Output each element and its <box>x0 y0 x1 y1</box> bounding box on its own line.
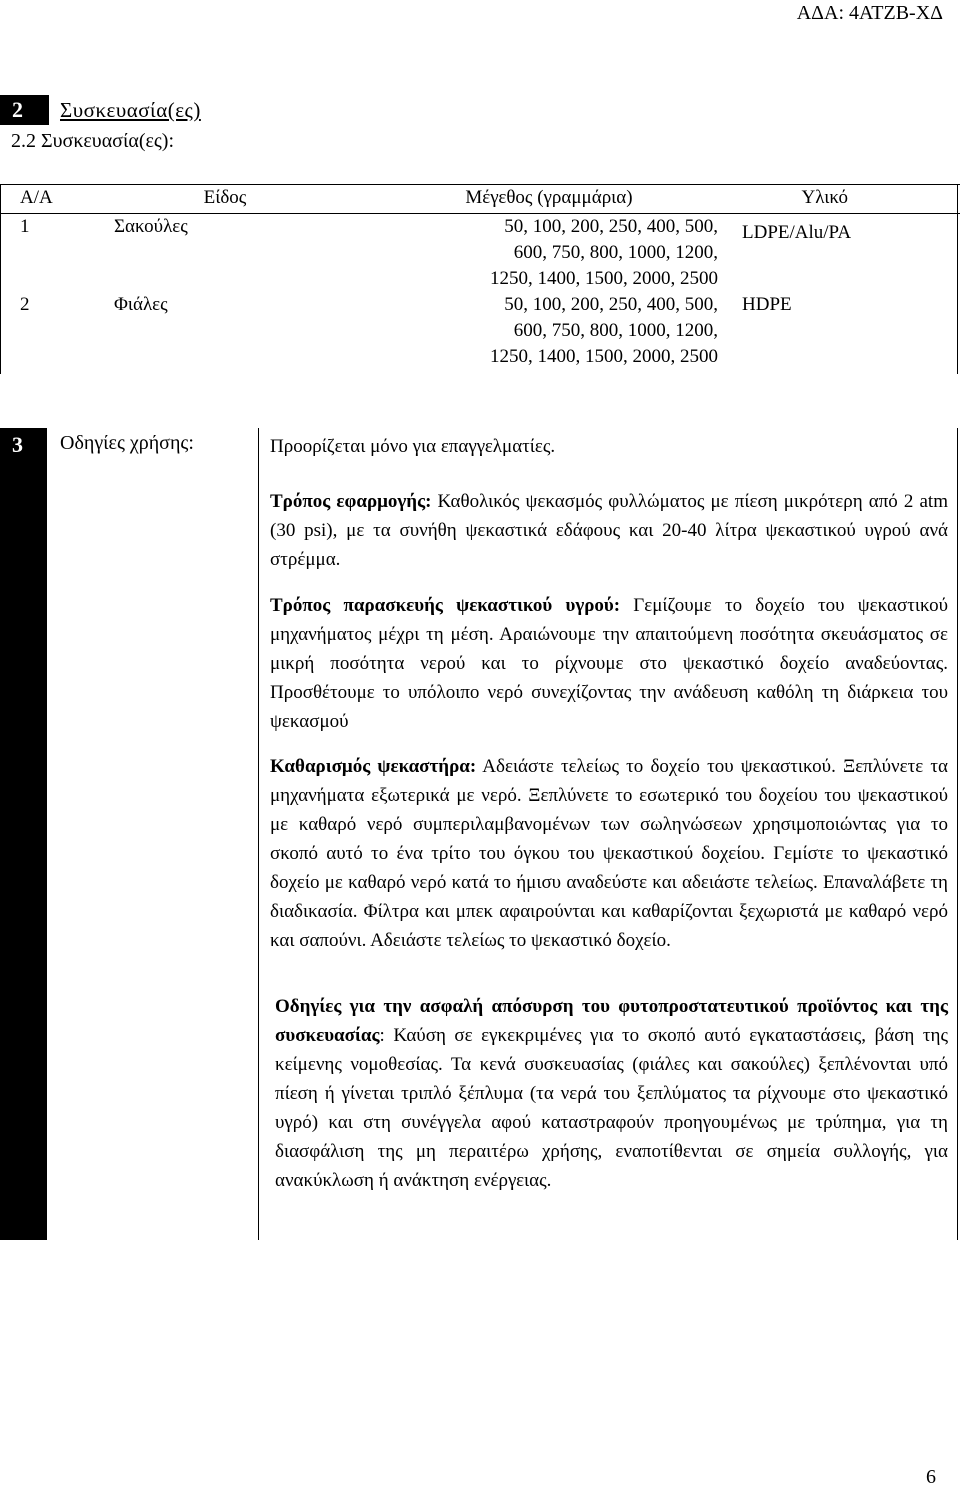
row-kind: Φιάλες <box>114 294 168 315</box>
section-3-label: Οδηγίες χρήσης: <box>60 432 194 454</box>
disposal-text: : Καύση σε εγκεκριμένες για το σκοπό αυτό εγκαταστάσεις, βάση της κείμενης νομοθεσίας. Τα κενά συσκευασίας (φιάλες και σακούλες) ξεπλένονται υπό πίεση ή γίνεται τριπλό ξέπλυμα (τα νερά του ξεπλύματος τα ρίχνουμε στο ψεκαστικό υγρό) και στη συνέγγελα αφού καταστραφούν προηγουμένως με τρύπημα, για τη διασφάλιση της μη περαιτέρω χρήσης, εναποτίθενται σε σημεία συλλογής, για ανακύκλωση ή ανάκτηση ενέργειας. <box>275 1025 948 1191</box>
row-aa: 2 <box>20 294 30 315</box>
section-2-title: Συσκευασία(ες) <box>60 98 201 122</box>
preparation-paragraph <box>270 591 948 736</box>
table-row <box>0 214 960 293</box>
header-kind: Είδος <box>100 185 380 214</box>
row-material: HDPE <box>742 294 792 315</box>
application-text: Καθολικός ψεκασμός φυλλώματος με πίεση μικρότερη από 2 atm (30 psi), με τα συνήθη ψεκαστικά εδάφους και 20-40 λίτρα ψεκαστικού υγρού ανά στρέμμα. <box>270 491 948 570</box>
packaging-table <box>0 184 960 370</box>
section-3-number: 3 <box>12 432 23 457</box>
row-aa: 1 <box>20 216 30 237</box>
header-size: Μέγεθος (γραμμάρια) <box>380 185 728 214</box>
cleaning-text: Αδειάστε τελείως το δοχείο του ψεκαστικού. Ξεπλύνετε τα μηχανήματα εξωτερικά με νερό. Ξεπλύνετε το εσωτερικό του δοχείου του ψεκαστικού με καθαρό νερό συμπεριλαμβανομένων των σωληνώσεων χρησιμοποιώντας για το σκοπό αυτό το ένα τρίτο του όγκου του ψεκαστικού δοχείου. Γεμίστε το ψεκαστικό δοχείο με καθαρό νερό κατά το ήμισυ αναδεύστε και αδειάστε τελείως. Επαναλάβετε τη διαδικασία. Φίλτρα και μπεκ αφαιρούνται και καθαρίζονται ξεχωριστά με καθαρό νερό και σαπούνι. Αδειάστε τελείως το ψεκαστικό δοχείο. <box>270 756 948 951</box>
header-material: Υλικό <box>728 185 960 214</box>
application-heading: Τρόπος εφαρμογής: <box>270 491 432 512</box>
page-number: 6 <box>926 1466 936 1488</box>
table-header-row <box>0 185 960 214</box>
application-paragraph <box>270 487 948 574</box>
section-3-divider <box>258 428 259 1240</box>
section-3-bar <box>0 428 47 1240</box>
table-left-border <box>0 184 1 374</box>
cleaning-paragraph <box>270 752 948 955</box>
cleaning-heading: Καθαρισμός ψεκαστήρα: <box>270 756 477 777</box>
disposal-heading: Οδηγίες για την ασφαλή απόσυρση του φυτοπροστατευτικού προϊόντος και της συσκευασίας <box>275 996 948 1046</box>
size-line: 50, 100, 200, 250, 400, 500, <box>504 294 718 315</box>
section-2-2-label: 2.2 Συσκευασία(ες): <box>11 130 175 152</box>
row-size <box>380 214 728 293</box>
row-material: LDPE/Alu/PA <box>742 222 852 243</box>
row-kind: Σακούλες <box>114 216 188 237</box>
size-line: 600, 750, 800, 1000, 1200, <box>513 320 718 341</box>
header-aa: Α/Α <box>0 185 100 214</box>
table-row <box>0 292 960 370</box>
preparation-text: Γεμίζουμε το δοχείο του ψεκαστικού μηχανήματος μέχρι τη μέση. Αραιώνουμε την απαιτούμενη ποσότητα σκευάσματος σε μικρή ποσότητα νερού και το ρίχνουμε στο ψεκαστικό δοχείο αναδεύοντας. Προσθέτουμε το υπόλοιπο νερό συνεχίζοντας την ανάδευση καθόλη τη διάρκεια του ψεκασμού <box>270 595 949 732</box>
preparation-heading: Τρόπος παρασκευής ψεκαστικού υγρού: <box>270 595 621 616</box>
size-line: 1250, 1400, 1500, 2000, 2500 <box>490 268 718 289</box>
section-3-right-border <box>957 428 958 1240</box>
size-line: 600, 750, 800, 1000, 1200, <box>513 242 718 263</box>
section-2-number: 2 <box>0 95 49 125</box>
table-right-border <box>957 184 958 374</box>
row-size <box>380 292 728 370</box>
usage-intro: Προορίζεται μόνο για επαγγελματίες. <box>270 436 556 457</box>
size-line: 1250, 1400, 1500, 2000, 2500 <box>490 346 718 367</box>
disposal-paragraph <box>275 992 948 1195</box>
size-line: 50, 100, 200, 250, 400, 500, <box>504 216 718 237</box>
document-code: ΑΔΑ: 4ΑΤΖΒ-ΧΔ <box>796 2 943 24</box>
